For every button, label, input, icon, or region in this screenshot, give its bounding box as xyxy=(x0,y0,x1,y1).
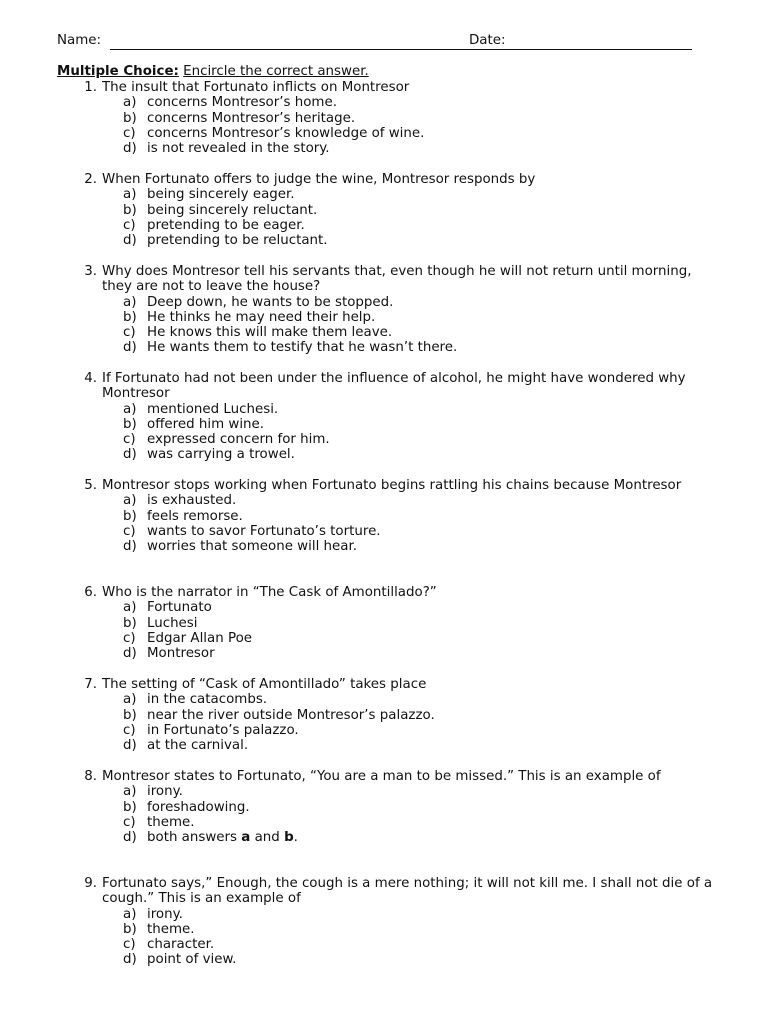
option-text: at the carnival. xyxy=(147,738,249,754)
option-letter: d) xyxy=(123,952,137,968)
option-a[interactable] xyxy=(57,600,717,615)
option-letter: c) xyxy=(123,722,136,738)
question-6 xyxy=(57,585,717,661)
question-number: 3. xyxy=(84,264,97,279)
option-text: Montresor xyxy=(147,646,215,662)
option-a[interactable] xyxy=(57,784,717,799)
option-letter: d) xyxy=(123,233,137,249)
question-2 xyxy=(57,172,717,248)
date-label: Date: xyxy=(469,33,506,48)
option-text: is not revealed in the story. xyxy=(147,141,330,157)
option-c[interactable] xyxy=(57,325,717,340)
option-b[interactable] xyxy=(57,203,717,218)
option-text: foreshadowing. xyxy=(147,799,250,815)
option-letter: c) xyxy=(123,814,136,830)
option-letter: b) xyxy=(123,309,137,325)
option-text-bold-a: a xyxy=(241,830,251,846)
option-c[interactable] xyxy=(57,432,717,447)
option-letter: d) xyxy=(123,141,137,157)
option-c[interactable] xyxy=(57,126,717,141)
option-letter: c) xyxy=(123,630,136,646)
question-text: Who is the narrator in “The Cask of Amontillado?” xyxy=(102,585,437,600)
name-blank-line xyxy=(110,49,522,50)
option-letter: d) xyxy=(123,830,137,846)
option-a[interactable] xyxy=(57,907,717,922)
option-a[interactable] xyxy=(57,95,717,110)
question-number: 2. xyxy=(84,172,97,187)
option-text: character. xyxy=(147,937,215,953)
option-text: feels remorse. xyxy=(147,508,243,524)
question-5 xyxy=(57,478,717,554)
option-letter: a) xyxy=(123,906,137,922)
question-text: When Fortunato offers to judge the wine, Montresor responds by xyxy=(102,172,536,187)
name-label: Name: xyxy=(57,33,102,48)
question-text: Why does Montresor tell his servants that, even though he will not return until morning, they are not to leave the house? xyxy=(102,264,692,295)
question-8 xyxy=(57,769,717,845)
option-text: worries that someone will hear. xyxy=(147,539,358,555)
option-text: wants to savor Fortunato’s torture. xyxy=(147,523,381,539)
option-letter: c) xyxy=(123,125,136,141)
option-text: pretending to be eager. xyxy=(147,217,305,233)
question-text: Montresor states to Fortunato, “You are a man to be missed.” This is an example of xyxy=(102,769,661,784)
option-letter: a) xyxy=(123,294,137,310)
question-number: 7. xyxy=(84,677,97,692)
option-text: theme. xyxy=(147,814,195,830)
question-9 xyxy=(57,876,717,968)
question-text: Montresor stops working when Fortunato begins rattling his chains because Montresor xyxy=(102,478,682,493)
option-d[interactable] xyxy=(57,141,717,156)
option-letter: a) xyxy=(123,95,137,111)
option-b[interactable] xyxy=(57,708,717,723)
option-text: in the catacombs. xyxy=(147,692,268,708)
option-text: concerns Montresor’s knowledge of wine. xyxy=(147,125,425,141)
option-a[interactable] xyxy=(57,402,717,417)
option-letter: b) xyxy=(123,615,137,631)
option-letter: b) xyxy=(123,110,137,126)
option-text: is exhausted. xyxy=(147,493,237,509)
option-text: near the river outside Montresor’s palazzo. xyxy=(147,707,435,723)
option-text: mentioned Luchesi. xyxy=(147,401,279,417)
option-a[interactable] xyxy=(57,493,717,508)
option-b[interactable] xyxy=(57,310,717,325)
option-d[interactable] xyxy=(57,646,717,661)
option-letter: d) xyxy=(123,646,137,662)
option-d[interactable] xyxy=(57,539,717,554)
multiple-choice-section xyxy=(57,64,369,79)
option-text: being sincerely reluctant. xyxy=(147,202,318,218)
option-text: offered him wine. xyxy=(147,416,265,432)
question-number: 9. xyxy=(84,876,97,891)
option-text-pre: both answers xyxy=(147,830,242,846)
option-text: being sincerely eager. xyxy=(147,187,295,203)
option-text: He wants them to testify that he wasn’t there. xyxy=(147,340,458,356)
option-text-bold-b: b xyxy=(284,830,294,846)
option-a[interactable] xyxy=(57,187,717,202)
option-c[interactable] xyxy=(57,937,717,952)
question-text: The setting of “Cask of Amontillado” takes place xyxy=(102,677,427,692)
option-b[interactable] xyxy=(57,417,717,432)
option-letter: c) xyxy=(123,937,136,953)
option-letter: d) xyxy=(123,340,137,356)
option-text: Deep down, he wants to be stopped. xyxy=(147,294,394,310)
option-letter: a) xyxy=(123,600,137,616)
option-text: irony. xyxy=(147,906,183,922)
option-c[interactable] xyxy=(57,524,717,539)
option-letter: a) xyxy=(123,784,137,800)
option-text: He thinks he may need their help. xyxy=(147,309,376,325)
option-b[interactable] xyxy=(57,111,717,126)
question-text: The insult that Fortunato inflicts on Montresor xyxy=(102,80,410,95)
option-c[interactable] xyxy=(57,218,717,233)
section-title: Multiple Choice: xyxy=(57,64,179,79)
option-d[interactable] xyxy=(57,830,717,845)
option-d[interactable] xyxy=(57,233,717,248)
option-letter: a) xyxy=(123,401,137,417)
option-letter: b) xyxy=(123,508,137,524)
option-text-post: . xyxy=(293,830,298,846)
option-a[interactable] xyxy=(57,692,717,707)
option-a[interactable] xyxy=(57,295,717,310)
option-c[interactable] xyxy=(57,815,717,830)
option-d[interactable] xyxy=(57,952,717,967)
option-d[interactable] xyxy=(57,738,717,753)
question-3 xyxy=(57,264,717,356)
option-letter: a) xyxy=(123,187,137,203)
option-text-mid: and xyxy=(250,830,285,846)
option-text: pretending to be reluctant. xyxy=(147,233,328,249)
question-number: 1. xyxy=(84,80,97,95)
option-letter: c) xyxy=(123,217,136,233)
option-text: was carrying a trowel. xyxy=(147,447,295,463)
option-b[interactable] xyxy=(57,922,717,937)
question-text: Fortunato says,” Enough, the cough is a mere nothing; it will not kill me. I shall not die of a cough.” This is an example of xyxy=(102,876,713,907)
option-letter: d) xyxy=(123,738,137,754)
question-number: 4. xyxy=(84,371,97,386)
option-letter: d) xyxy=(123,539,137,555)
option-letter: b) xyxy=(123,799,137,815)
option-d[interactable] xyxy=(57,447,717,462)
question-1 xyxy=(57,80,717,156)
option-text: in Fortunato’s palazzo. xyxy=(147,722,299,738)
option-text: concerns Montresor’s heritage. xyxy=(147,110,356,126)
date-blank-line xyxy=(512,49,692,50)
option-letter: b) xyxy=(123,416,137,432)
option-letter: d) xyxy=(123,447,137,463)
option-text: expressed concern for him. xyxy=(147,432,330,448)
option-letter: c) xyxy=(123,325,136,341)
option-text: Fortunato xyxy=(147,600,212,616)
header xyxy=(57,33,707,53)
option-b[interactable] xyxy=(57,800,717,815)
option-c[interactable] xyxy=(57,631,717,646)
option-d[interactable] xyxy=(57,340,717,355)
question-number: 6. xyxy=(84,585,97,600)
question-7 xyxy=(57,677,717,753)
option-text: He knows this will make them leave. xyxy=(147,325,393,341)
option-letter: c) xyxy=(123,432,136,448)
option-c[interactable] xyxy=(57,723,717,738)
option-letter: b) xyxy=(123,202,137,218)
section-heading xyxy=(57,64,369,79)
option-text: point of view. xyxy=(147,952,237,968)
question-4 xyxy=(57,371,717,463)
option-letter: a) xyxy=(123,493,137,509)
option-text: concerns Montresor’s home. xyxy=(147,95,337,111)
question-number: 8. xyxy=(84,769,97,784)
option-text: Luchesi xyxy=(147,615,198,631)
option-letter: a) xyxy=(123,692,137,708)
option-letter: c) xyxy=(123,523,136,539)
option-b[interactable] xyxy=(57,509,717,524)
option-text: theme. xyxy=(147,921,195,937)
question-text: If Fortunato had not been under the influence of alcohol, he might have wondered why Montresor xyxy=(102,371,686,402)
option-text: irony. xyxy=(147,784,183,800)
section-instruction: Encircle the correct answer. xyxy=(183,64,369,79)
option-letter: b) xyxy=(123,707,137,723)
option-letter: b) xyxy=(123,921,137,937)
option-text: Edgar Allan Poe xyxy=(147,630,253,646)
option-b[interactable] xyxy=(57,616,717,631)
question-number: 5. xyxy=(84,478,97,493)
